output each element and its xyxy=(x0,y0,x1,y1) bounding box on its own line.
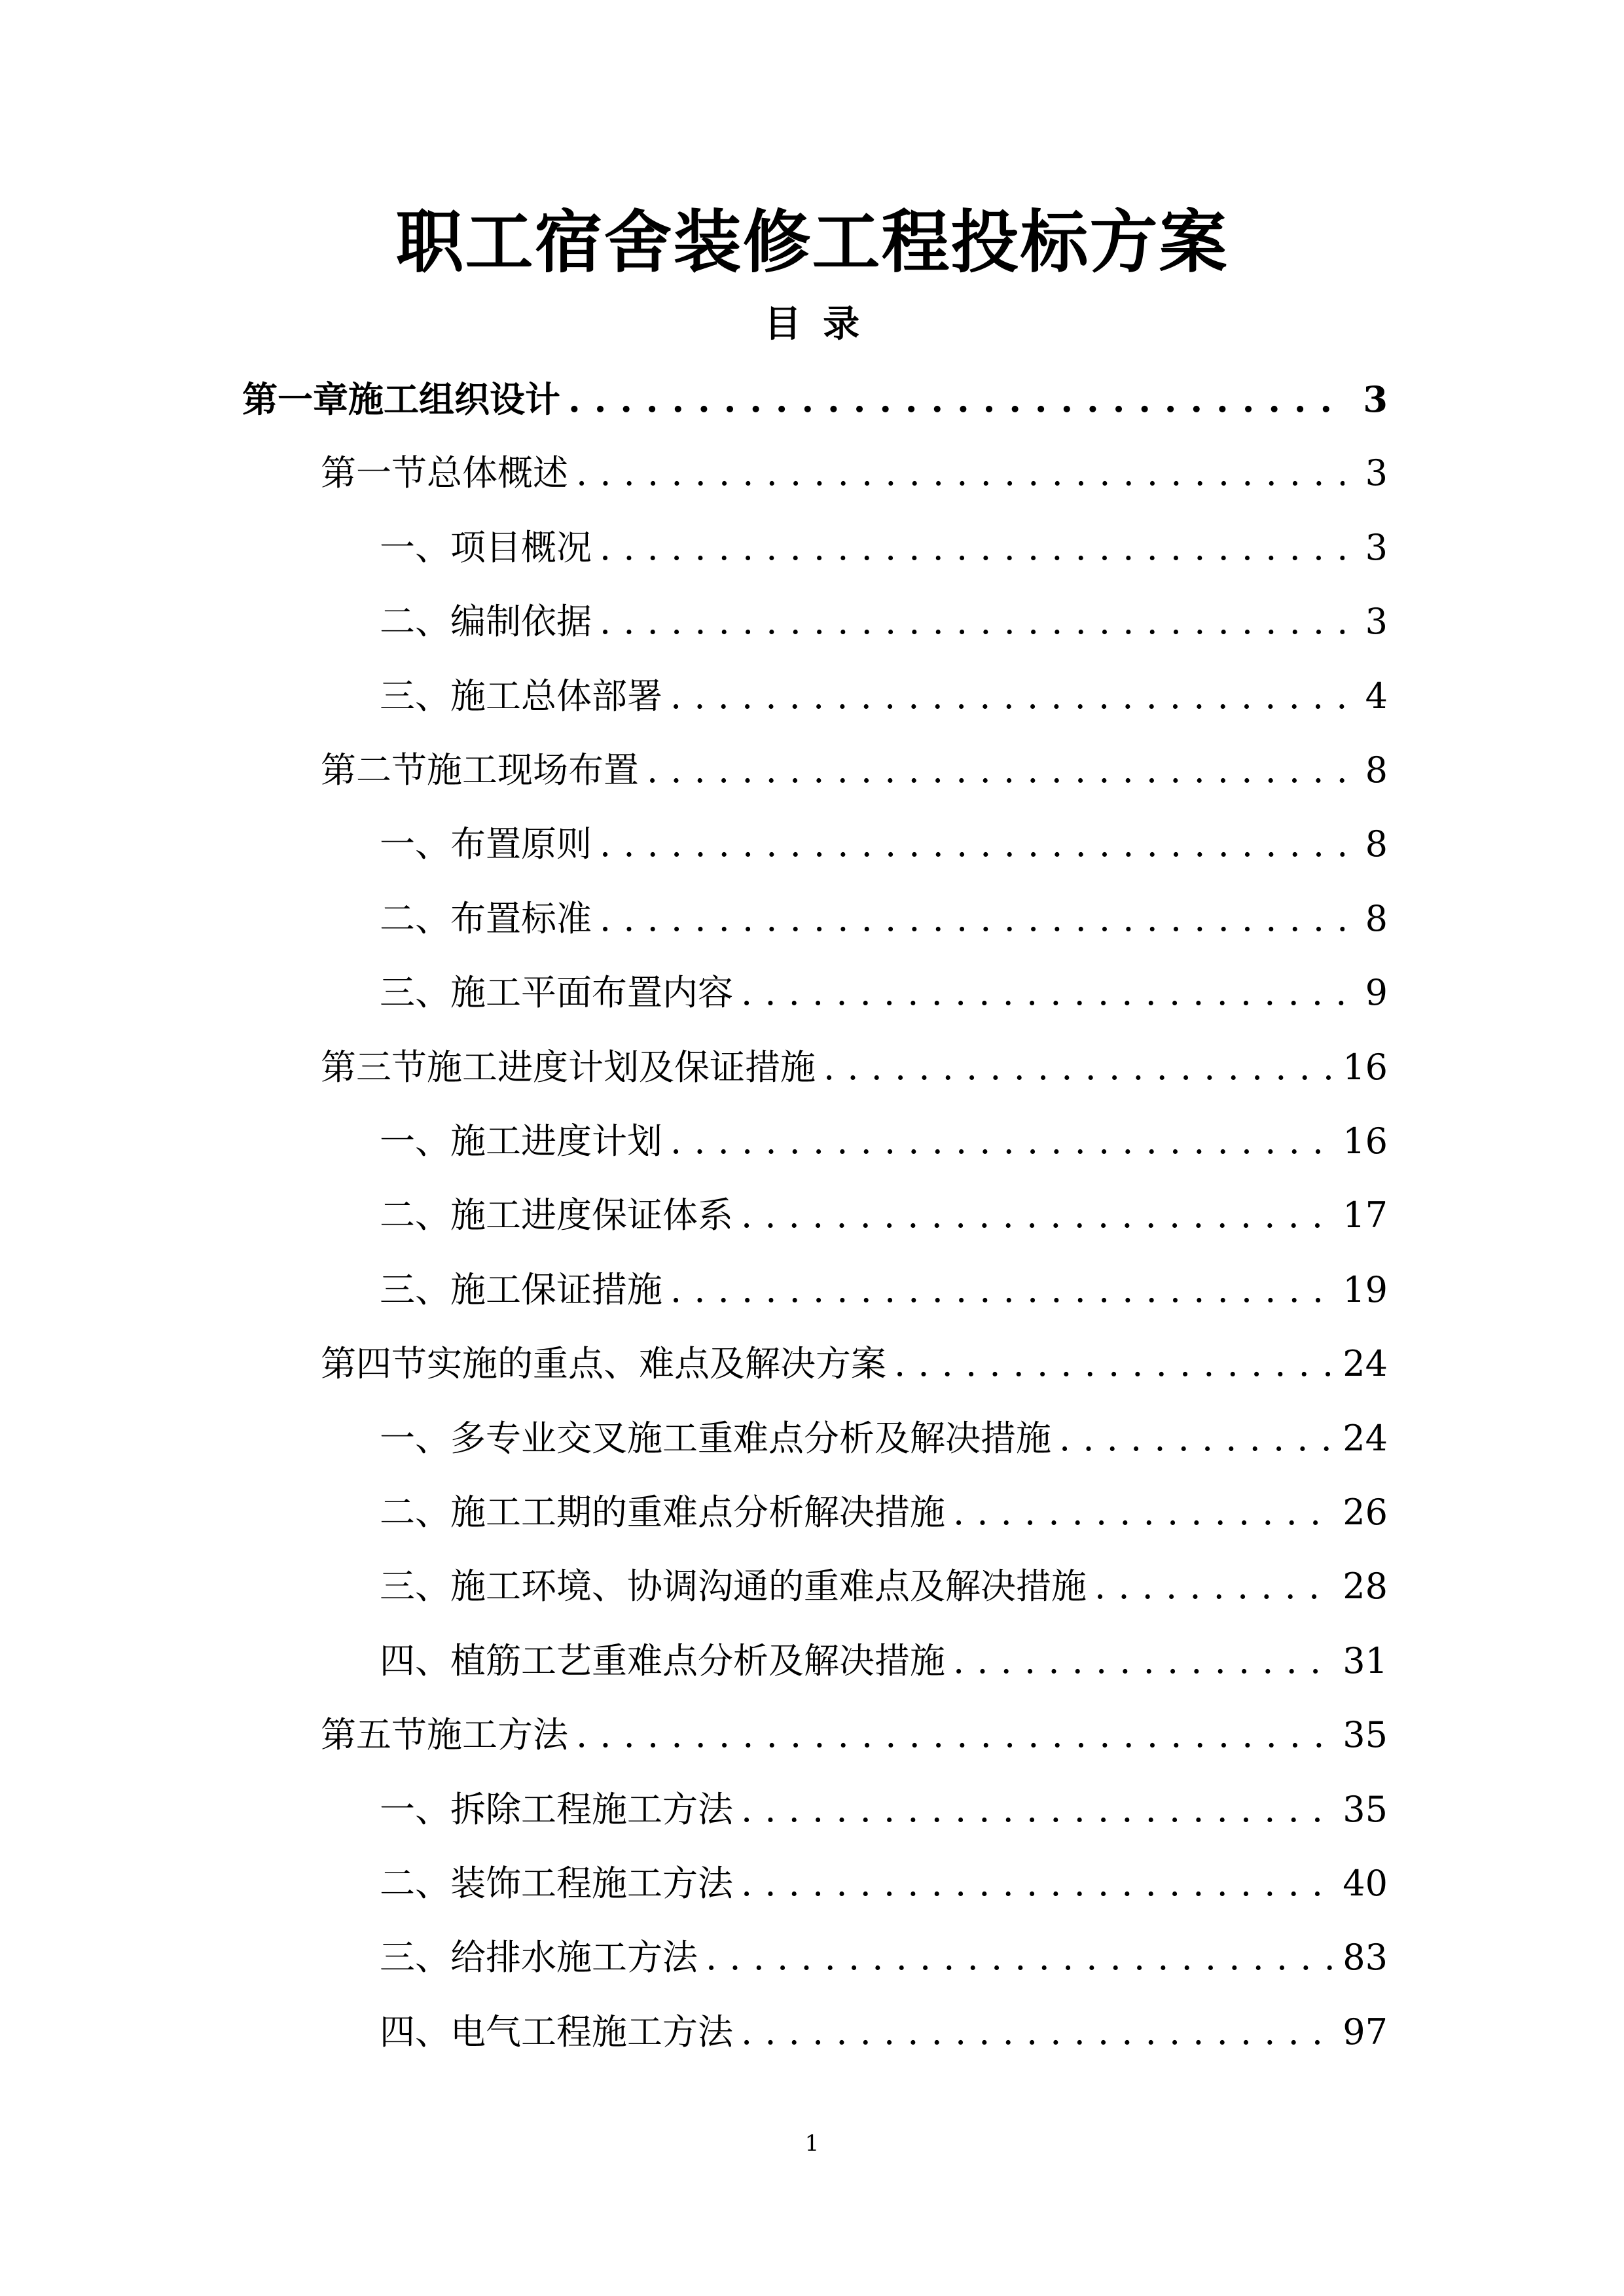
toc-entry-page: 3 xyxy=(1365,601,1388,642)
table-of-contents xyxy=(242,367,1388,2068)
toc-entry-number: 第一节 xyxy=(321,452,427,493)
toc-entry-page: 16 xyxy=(1343,1047,1388,1088)
toc-entry-label: 编制依据 xyxy=(450,601,592,642)
toc-dot-leader xyxy=(741,1777,1335,1842)
toc-dot-leader xyxy=(741,2000,1335,2065)
toc-entry[interactable] xyxy=(242,1554,1388,1619)
toc-entry-page: 17 xyxy=(1343,1194,1388,1236)
toc-entry-label: 施工总体部署 xyxy=(450,675,662,717)
toc-entry-page: 35 xyxy=(1343,1789,1388,1830)
toc-entry-label: 施工现场布置 xyxy=(427,749,639,791)
toc-entry-number: 三、 xyxy=(380,675,450,717)
toc-entry-label: 施工方法 xyxy=(427,1714,568,1755)
toc-entry-label: 施工平面布置内容 xyxy=(450,972,733,1013)
toc-entry-number: 第四节 xyxy=(321,1343,427,1384)
toc-entry[interactable] xyxy=(242,1035,1388,1100)
toc-dot-leader xyxy=(568,367,1344,432)
toc-entry-number: 第二节 xyxy=(321,749,427,791)
toc-entry-number: 四、 xyxy=(380,2011,450,2053)
toc-dot-leader xyxy=(953,1480,1335,1545)
toc-dot-leader xyxy=(1094,1554,1335,1619)
toc-entry[interactable] xyxy=(242,1257,1388,1323)
toc-entry-number: 四、 xyxy=(380,1640,450,1681)
toc-entry-label: 施工组织设计 xyxy=(348,378,560,420)
toc-entry[interactable] xyxy=(242,886,1388,952)
toc-entry-page: 28 xyxy=(1343,1566,1388,1607)
toc-entry[interactable] xyxy=(242,1777,1388,1842)
toc-entry-number: 二、 xyxy=(380,1492,450,1533)
toc-entry-number: 二、 xyxy=(380,1194,450,1236)
toc-entry-page: 19 xyxy=(1343,1269,1388,1310)
toc-entry-label: 施工进度计划及保证措施 xyxy=(427,1047,816,1088)
toc-entry-label: 总体概述 xyxy=(427,452,568,493)
toc-entry-page: 3 xyxy=(1365,527,1388,568)
toc-entry[interactable] xyxy=(242,2000,1388,2065)
toc-entry-label: 拆除工程施工方法 xyxy=(450,1789,733,1830)
toc-dot-leader xyxy=(600,886,1344,952)
toc-entry-label: 布置原则 xyxy=(450,823,592,865)
toc-entry-label: 施工保证措施 xyxy=(450,1269,662,1310)
toc-dot-leader xyxy=(670,1257,1335,1323)
toc-entry[interactable] xyxy=(242,1851,1388,1916)
toc-entry-page: 31 xyxy=(1343,1640,1388,1681)
toc-heading: 目 录 xyxy=(764,302,860,346)
toc-entry[interactable] xyxy=(242,440,1388,506)
toc-entry-number: 二、 xyxy=(380,601,450,642)
toc-entry-page: 24 xyxy=(1343,1418,1388,1459)
toc-entry-number: 三、 xyxy=(380,972,450,1013)
toc-entry[interactable] xyxy=(242,738,1388,803)
toc-entry[interactable] xyxy=(242,589,1388,655)
toc-dot-leader xyxy=(1059,1406,1335,1471)
toc-dot-leader xyxy=(600,589,1344,655)
toc-dot-leader xyxy=(741,960,1344,1026)
toc-entry[interactable] xyxy=(242,367,1388,432)
toc-entry-number: 三、 xyxy=(380,1937,450,1978)
toc-entry[interactable] xyxy=(242,1702,1388,1768)
document-title: 职工宿舍装修工程投标方案 xyxy=(395,202,1229,282)
toc-entry-number: 一、 xyxy=(380,1418,450,1459)
toc-entry[interactable] xyxy=(242,1331,1388,1397)
toc-entry-label: 电气工程施工方法 xyxy=(450,2011,733,2053)
toc-entry-page: 40 xyxy=(1343,1863,1388,1904)
toc-entry[interactable] xyxy=(242,960,1388,1026)
page-number: 1 xyxy=(804,2130,820,2157)
toc-dot-leader xyxy=(953,1628,1335,1694)
toc-entry-page: 8 xyxy=(1365,898,1388,939)
toc-entry[interactable] xyxy=(242,1406,1388,1471)
toc-dot-leader xyxy=(600,515,1344,581)
toc-dot-leader xyxy=(706,1925,1335,1990)
toc-dot-leader xyxy=(823,1035,1335,1100)
toc-entry-number: 一、 xyxy=(380,1121,450,1162)
toc-entry-number: 二、 xyxy=(380,1863,450,1904)
toc-dot-leader xyxy=(741,1851,1335,1916)
toc-dot-leader xyxy=(894,1331,1335,1397)
toc-entry-page: 4 xyxy=(1365,675,1388,717)
toc-entry-page: 83 xyxy=(1343,1937,1388,1978)
toc-entry-page: 97 xyxy=(1343,2011,1388,2053)
toc-entry-number: 第五节 xyxy=(321,1714,427,1755)
toc-entry-label: 施工进度保证体系 xyxy=(450,1194,733,1236)
toc-entry-label: 多专业交叉施工重难点分析及解决措施 xyxy=(450,1418,1051,1459)
toc-entry-label: 装饰工程施工方法 xyxy=(450,1863,733,1904)
toc-entry[interactable] xyxy=(242,1628,1388,1694)
toc-dot-leader xyxy=(576,440,1344,506)
toc-entry-page: 35 xyxy=(1343,1714,1388,1755)
toc-entry-label: 施工进度计划 xyxy=(450,1121,662,1162)
toc-entry-label: 项目概况 xyxy=(450,527,592,568)
toc-entry-label: 实施的重点、难点及解决方案 xyxy=(427,1343,886,1384)
toc-entry-page: 26 xyxy=(1343,1492,1388,1533)
toc-entry[interactable] xyxy=(242,812,1388,877)
toc-entry-page: 3 xyxy=(1365,452,1388,493)
toc-entry-label: 给排水施工方法 xyxy=(450,1937,698,1978)
toc-dot-leader xyxy=(600,812,1344,877)
toc-entry-number: 二、 xyxy=(380,898,450,939)
toc-entry[interactable] xyxy=(242,1480,1388,1545)
toc-dot-leader xyxy=(576,1702,1335,1768)
toc-entry-page: 8 xyxy=(1365,749,1388,791)
toc-entry-number: 一、 xyxy=(380,823,450,865)
toc-entry-label: 植筋工艺重难点分析及解决措施 xyxy=(450,1640,945,1681)
toc-entry[interactable] xyxy=(242,1183,1388,1248)
toc-entry-page: 16 xyxy=(1343,1121,1388,1162)
toc-entry-label: 施工工期的重难点分析解决措施 xyxy=(450,1492,945,1533)
toc-entry[interactable] xyxy=(242,1925,1388,1990)
toc-entry-number: 第三节 xyxy=(321,1047,427,1088)
toc-entry-page: 3 xyxy=(1363,378,1388,420)
toc-entry-page: 8 xyxy=(1365,823,1388,865)
toc-entry-label: 施工环境、协调沟通的重难点及解决措施 xyxy=(450,1566,1087,1607)
toc-entry[interactable] xyxy=(242,515,1388,581)
toc-dot-leader xyxy=(741,1183,1335,1248)
toc-entry-page: 9 xyxy=(1365,972,1388,1013)
toc-entry-number: 三、 xyxy=(380,1566,450,1607)
toc-entry-number: 三、 xyxy=(380,1269,450,1310)
toc-entry-page: 24 xyxy=(1343,1343,1388,1384)
toc-entry[interactable] xyxy=(242,664,1388,729)
toc-dot-leader xyxy=(647,738,1344,803)
toc-entry-number: 第一章 xyxy=(242,378,348,420)
toc-dot-leader xyxy=(670,1109,1335,1174)
toc-dot-leader xyxy=(670,664,1344,729)
toc-entry-label: 布置标准 xyxy=(450,898,592,939)
toc-entry[interactable] xyxy=(242,1109,1388,1174)
toc-entry-number: 一、 xyxy=(380,1789,450,1830)
toc-entry-number: 一、 xyxy=(380,527,450,568)
